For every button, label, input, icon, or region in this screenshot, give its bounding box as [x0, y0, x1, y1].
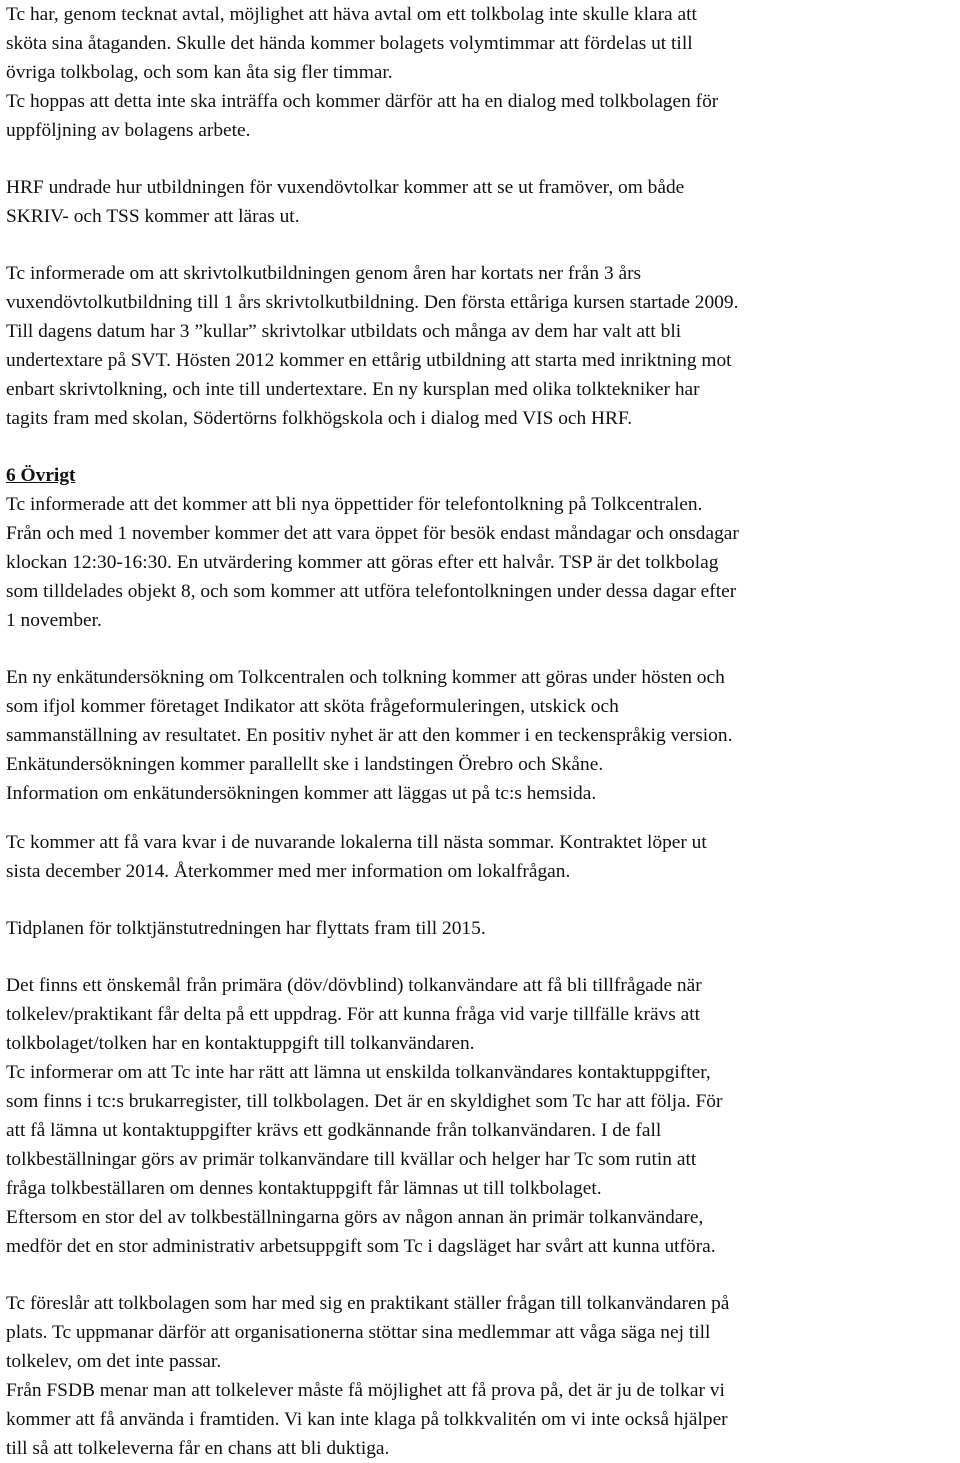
text-line: som tilldelades objekt 8, och som kommer att utföra telefontolkningen under dessa dagar efter: [6, 581, 737, 602]
text-line: sista december 2014. Återkommer med mer information om lokalfrågan.: [6, 861, 571, 882]
text-line: Från FSDB menar man att tolkelever måste få möjlighet att få prova på, det är ju de tolkar vi: [6, 1380, 725, 1401]
paragraph-spacer: [6, 943, 956, 971]
section-heading: 6 Övrigt: [6, 465, 76, 486]
text-line: Från och med 1 november kommer det att vara öppet för besök endast måndagar och onsdagar: [6, 523, 739, 544]
text-line: SKRIV- och TSS kommer att läras ut.: [6, 206, 300, 227]
text-line: Tc föreslår att tolkbolagen som har med sig en praktikant ställer frågan till tolkanvändaren på: [6, 1293, 730, 1314]
text-line: Eftersom en stor del av tolkbeställningarna görs av någon annan än primär tolkanvändare,: [6, 1207, 704, 1228]
paragraph-training-info: [6, 259, 956, 433]
text-line: kommer att få använda i framtiden. Vi kan inte klaga på tolkkvalitén om vi inte också hjälper: [6, 1409, 728, 1430]
paragraph-trainee-proposal: [6, 1289, 956, 1463]
text-line: uppföljning av bolagens arbete.: [6, 120, 251, 141]
text-line: sammanställning av resultatet. En positiv nyhet är att den kommer i en teckenspråkig version.: [6, 725, 733, 746]
text-line: klockan 12:30-16:30. En utvärdering kommer att göras efter ett halvår. TSP är det tolkbolag: [6, 552, 719, 573]
paragraph-spacer: [6, 1261, 956, 1289]
text-line: tolkelev, om det inte passar.: [6, 1351, 222, 1372]
text-line: Det finns ett önskemål från primära (döv/dövblind) tolkanvändare att få bli tillfrågade när: [6, 975, 702, 996]
text-line: undertextare på SVT. Hösten 2012 kommer en ettårig utbildning att starta med inriktning mot: [6, 350, 732, 371]
text-line: som ifjol kommer företaget Indikator att sköta frågeformuleringen, utskick och: [6, 696, 619, 717]
text-line: Information om enkätundersökningen kommer att läggas ut på tc:s hemsida.: [6, 783, 597, 804]
paragraph-spacer: [6, 231, 956, 259]
paragraph-spacer: [6, 808, 956, 828]
text-line: Tc informerade om att skrivtolkutbildningen genom åren har kortats ner från 3 års: [6, 263, 642, 284]
paragraph-hrf-question: [6, 173, 956, 231]
text-line: tagits fram med skolan, Södertörns folkhögskola och i dialog med VIS och HRF.: [6, 408, 633, 429]
paragraph-spacer: [6, 145, 956, 173]
paragraph-survey: [6, 663, 956, 808]
text-line: Till dagens datum har 3 ”kullar” skrivtolkar utbildats och många av dem har valt att bli: [6, 321, 682, 342]
text-line: plats. Tc uppmanar därför att organisationerna stöttar sina medlemmar att våga säga nej till: [6, 1322, 711, 1343]
paragraph-contact-details: [6, 971, 956, 1261]
text-line: HRF undrade hur utbildningen för vuxendövtolkar kommer att se ut framöver, om både: [6, 177, 685, 198]
paragraph-premises: [6, 828, 956, 886]
text-line: Tc har, genom tecknat avtal, möjlighet att häva avtal om ett tolkbolag inte skulle klara att: [6, 4, 697, 25]
text-line: övriga tolkbolag, och som kan åta sig fler timmar.: [6, 62, 393, 83]
text-line: medför det en stor administrativ arbetsuppgift som Tc i dagsläget har svårt att kunna utföra.: [6, 1236, 716, 1257]
text-line: Tc informerade att det kommer att bli nya öppettider för telefontolkning på Tolkcentralen.: [6, 494, 703, 515]
text-line: vuxendövtolkutbildning till 1 års skrivtolkutbildning. Den första ettåriga kursen startade 2009.: [6, 292, 739, 313]
text-line: fråga tolkbeställaren om dennes kontaktuppgift får lämnas ut till tolkbolaget.: [6, 1178, 602, 1199]
paragraph-timeline: [6, 914, 956, 943]
text-line: En ny enkätundersökning om Tolkcentralen och tolkning kommer att göras under hösten och: [6, 667, 725, 688]
paragraph-spacer: [6, 886, 956, 914]
document-page: [6, 0, 956, 1463]
section-ovrigt: [6, 461, 956, 635]
text-line: enbart skrivtolkning, och inte till undertextare. En ny kursplan med olika tolktekniker har: [6, 379, 700, 400]
text-line: att få lämna ut kontaktuppgifter krävs ett godkännande från tolkanvändaren. I de fall: [6, 1120, 662, 1141]
text-line: tolkbeställningar görs av primär tolkanvändare till kvällar och helger har Tc som rutin att: [6, 1149, 697, 1170]
paragraph-spacer: [6, 433, 956, 461]
text-line: sköta sina åtaganden. Skulle det hända kommer bolagets volymtimmar att fördelas ut till: [6, 33, 693, 54]
text-line: som finns i tc:s brukarregister, till tolkbolagen. Det är en skyldighet som Tc har att följa. För: [6, 1091, 723, 1112]
text-line: Tc hoppas att detta inte ska inträffa och kommer därför att ha en dialog med tolkbolagen för: [6, 91, 719, 112]
text-line: 1 november.: [6, 610, 102, 631]
text-line: Tc informerar om att Tc inte har rätt att lämna ut enskilda tolkanvändares kontaktuppgifter,: [6, 1062, 711, 1083]
text-line: till så att tolkeleverna får en chans att bli duktiga.: [6, 1438, 390, 1459]
text-line: Tc kommer att få vara kvar i de nuvarande lokalerna till nästa sommar. Kontraktet löper ut: [6, 832, 707, 853]
text-line: tolkbolaget/tolken har en kontaktuppgift till tolkanvändaren.: [6, 1033, 475, 1054]
text-line: Enkätundersökningen kommer parallellt ske i landstingen Örebro och Skåne.: [6, 754, 604, 775]
text-line: tolkelev/praktikant får delta på ett uppdrag. För att kunna fråga vid varje tillfälle krävs att: [6, 1004, 701, 1025]
text-line: Tidplanen för tolktjänstutredningen har flyttats fram till 2015.: [6, 918, 486, 939]
paragraph-spacer: [6, 635, 956, 663]
paragraph-contract-termination: [6, 0, 956, 145]
